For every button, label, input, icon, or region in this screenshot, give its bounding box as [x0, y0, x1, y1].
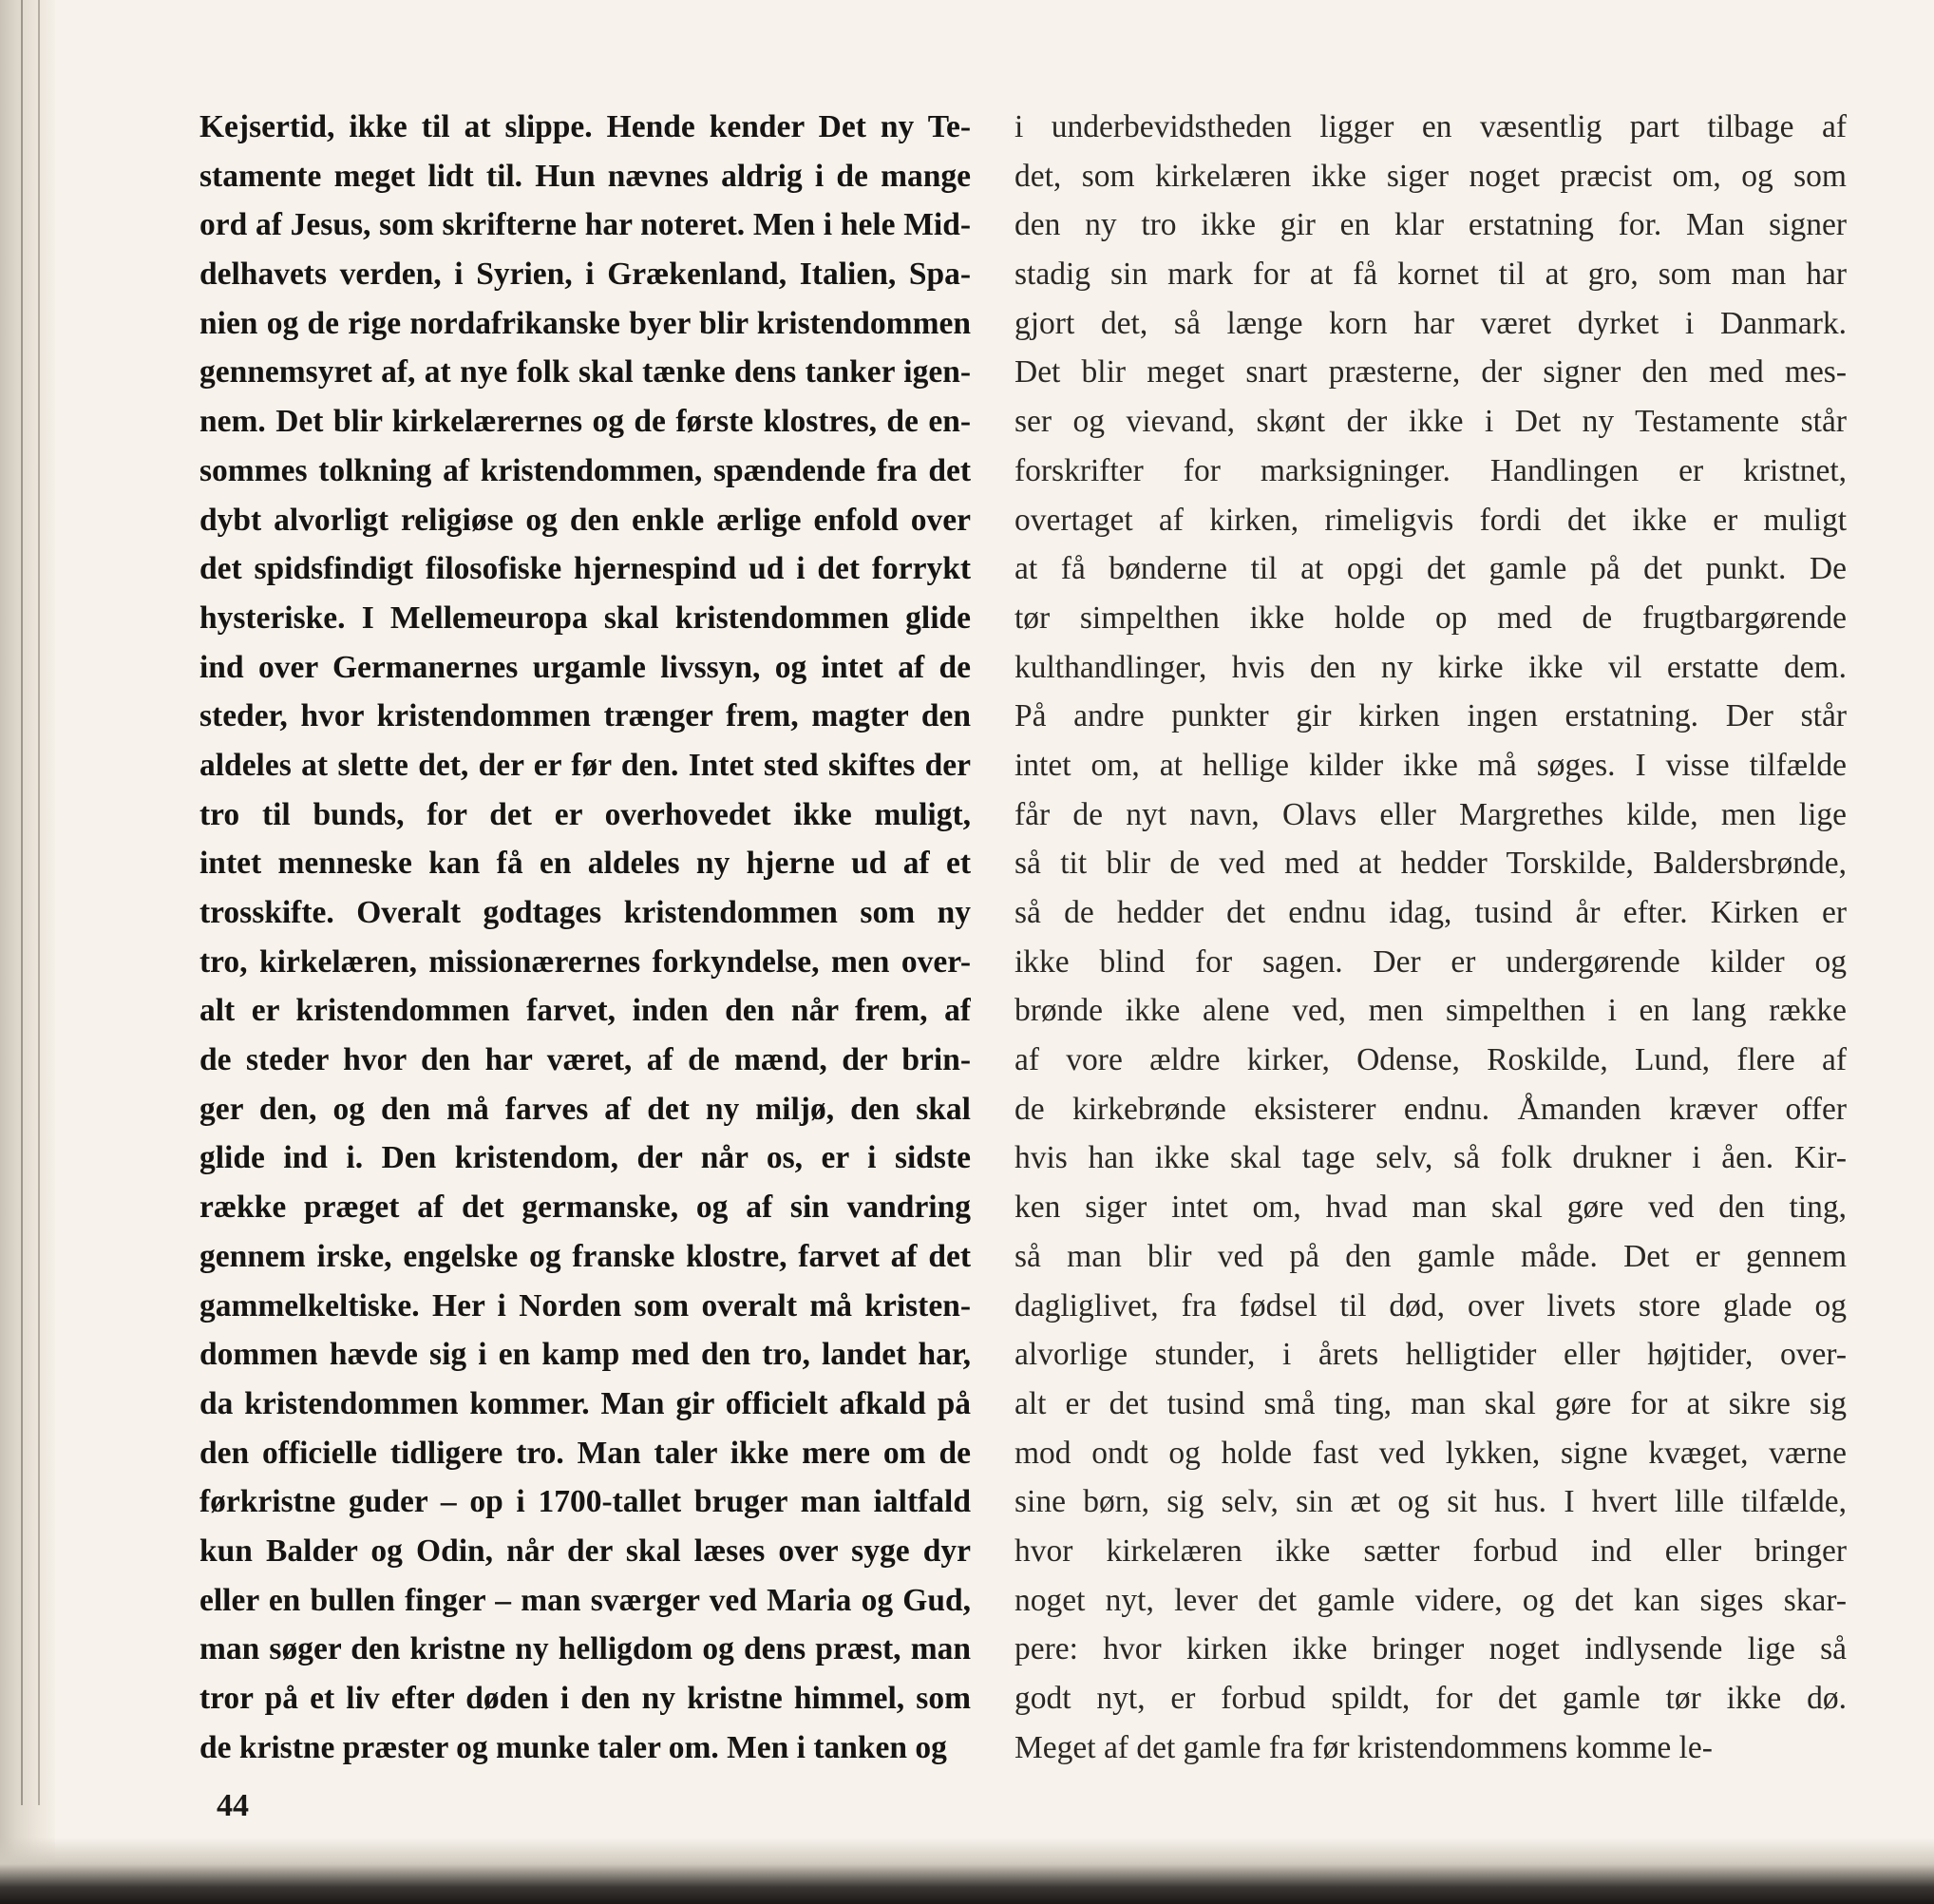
text-line: nem. Det blir kirkelærernes og de første klostres, de en- — [199, 404, 971, 440]
text-line: ger den, og den må farves af det ny miljø, den skal — [199, 1091, 971, 1127]
text-line: tør simpelthen ikke holde op med de frugtbargørende — [1014, 600, 1847, 636]
text-line: tror på et liv efter døden i den ny kristne himmel, som — [199, 1681, 971, 1716]
text-line: sine børn, sig selv, sin æt og sit hus. I hvert lille tilfælde, — [1014, 1484, 1847, 1520]
left-text-column — [199, 103, 971, 1772]
text-line: alt er det tusind små ting, man skal gøre for at sikre sig — [1014, 1385, 1847, 1421]
text-line: den ny tro ikke gir en klar erstatning for. Man signer — [1014, 207, 1847, 243]
text-line: gammelkeltiske. Her i Norden som overalt må kristen- — [199, 1287, 971, 1323]
text-line: dybt alvorligt religiøse og den enkle ærlige enfold over — [199, 502, 971, 538]
text-line: brønde ikke alene ved, men simpelthen i en lang række — [1014, 993, 1847, 1029]
text-line: noget nyt, lever det gamle videre, og det kan siges skar- — [1014, 1582, 1847, 1618]
text-line: så man blir ved på den gamle måde. Det er gennem — [1014, 1238, 1847, 1274]
text-line: hvis han ikke skal tage selv, så folk drukner i åen. Kir- — [1014, 1140, 1847, 1176]
text-line: at få bønderne til at opgi det gamle på det punkt. De — [1014, 551, 1847, 587]
text-line: dagliglivet, fra fødsel til død, over livets store glade og — [1014, 1287, 1847, 1323]
text-line: steder, hvor kristendommen trænger frem, magter den — [199, 698, 971, 734]
text-line: de kirkebrønde eksisterer endnu. Åmanden kræver offer — [1014, 1091, 1847, 1127]
text-line: trosskifte. Overalt godtages kristendommen som ny — [199, 895, 971, 930]
text-line: nien og de rige nordafrikanske byer blir kristendommen — [199, 305, 971, 341]
text-line: gjort det, så længe korn har været dyrket i Danmark. — [1014, 305, 1847, 341]
text-line: da kristendommen kommer. Man gir officielt afkald på — [199, 1385, 971, 1421]
text-line: det spidsfindigt filosofiske hjernespind ud i det forrykt — [199, 551, 971, 587]
text-line: får de nyt navn, Olavs eller Margrethes kilde, men lige — [1014, 796, 1847, 832]
text-line: række præget af det germanske, og af sin vandring — [199, 1190, 971, 1226]
text-line: sommes tolkning af kristendommen, spændende fra det — [199, 452, 971, 488]
text-line: mod ondt og holde fast ved lykken, signe kvæget, værne — [1014, 1435, 1847, 1471]
text-line: intet menneske kan få en aldeles ny hjerne ud af et — [199, 846, 971, 882]
spine-edge-line — [38, 0, 40, 1805]
text-line: tro, kirkelæren, missionærernes forkyndelse, men over- — [199, 943, 971, 980]
right-text-column — [1014, 103, 1847, 1772]
page-number: 44 — [217, 1788, 249, 1823]
text-line: alt er kristendommen farvet, inden den når frem, af — [199, 993, 971, 1029]
text-line: glide ind i. Den kristendom, der når os, er i sidste — [199, 1140, 971, 1176]
text-line: Meget af det gamle fra før kristendommens komme le- — [1014, 1729, 1713, 1765]
text-line: På andre punkter gir kirken ingen erstatning. Der står — [1014, 698, 1847, 734]
text-line: hvor kirkelæren ikke sætter forbud ind eller bringer — [1014, 1533, 1847, 1569]
text-line: delhavets verden, i Syrien, i Grækenland, Italien, Spa- — [199, 257, 971, 293]
text-line: ind over Germanernes urgamle livssyn, og intet af de — [199, 649, 971, 685]
text-line: ikke blind for sagen. Der er undergørende kilder og — [1014, 943, 1847, 980]
book-spine-gutter — [0, 0, 55, 1904]
text-line: man søger den kristne ny helligdom og dens præst, man — [199, 1631, 971, 1667]
text-line: Det blir meget snart præsterne, der signer den med mes- — [1014, 354, 1847, 390]
spine-edge-line — [21, 0, 23, 1805]
text-line: de kristne præster og munke taler om. Men i tanken og — [199, 1729, 947, 1765]
text-line: hysteriske. I Mellemeuropa skal kristendommen glide — [199, 600, 971, 636]
text-line: ken siger intet om, hvad man skal gøre ved den ting, — [1014, 1190, 1847, 1226]
text-line: pere: hvor kirken ikke bringer noget indlysende lige så — [1014, 1631, 1847, 1667]
text-line: eller en bullen finger – man sværger ved Maria og Gud, — [199, 1582, 971, 1618]
text-line: alvorlige stunder, i årets helligtider eller højtider, over- — [1014, 1337, 1847, 1373]
text-line: så de hedder det endnu idag, tusind år efter. Kirken er — [1014, 895, 1847, 930]
text-line: aldeles at slette det, der er før den. Intet sted skiftes der — [199, 747, 971, 783]
text-line: så tit blir de ved med at hedder Torskilde, Baldersbrønde, — [1014, 846, 1847, 882]
text-line: det, som kirkelæren ikke siger noget præcist om, og som — [1014, 158, 1847, 194]
text-line: førkristne guder – op i 1700-tallet bruger man ialtfald — [199, 1484, 971, 1520]
text-line: den officielle tidligere tro. Man taler ikke mere om de — [199, 1435, 971, 1471]
text-line: kulthandlinger, hvis den ny kirke ikke vil erstatte dem. — [1014, 649, 1847, 685]
text-line: ord af Jesus, som skrifterne har noteret. Men i hele Mid- — [199, 207, 971, 243]
text-line: gennemsyret af, at nye folk skal tænke dens tanker igen- — [199, 354, 971, 390]
text-line: tro til bunds, for det er overhovedet ikke muligt, — [199, 796, 971, 832]
text-line: i underbevidstheden ligger en væsentlig part tilbage af — [1014, 109, 1847, 144]
text-line: af vore ældre kirker, Odense, Roskilde, Lund, flere af — [1014, 1042, 1847, 1078]
text-line: intet om, at hellige kilder ikke må søges. I visse tilfælde — [1014, 747, 1847, 783]
text-line: stamente meget lidt til. Hun nævnes aldrig i de mange — [199, 158, 971, 194]
text-line: forskrifter for marksigninger. Handlingen er kristnet, — [1014, 452, 1847, 488]
text-line: de steder hvor den har været, af de mænd, der brin- — [199, 1042, 971, 1078]
text-line: gennem irske, engelske og franske klostre, farvet af det — [199, 1238, 971, 1274]
text-line: dommen hævde sig i en kamp med den tro, landet har, — [199, 1337, 971, 1373]
text-line: overtaget af kirken, rimeligvis fordi det ikke er muligt — [1014, 502, 1847, 538]
text-line: ser og vievand, skønt der ikke i Det ny Testamente står — [1014, 404, 1847, 440]
text-line: godt nyt, er forbud spildt, for det gamle tør ikke dø. — [1014, 1681, 1847, 1716]
page-bottom-shadow — [0, 1837, 1934, 1904]
text-line: stadig sin mark for at få kornet til at gro, som man har — [1014, 257, 1847, 293]
text-line: kun Balder og Odin, når der skal læses over syge dyr — [199, 1533, 971, 1569]
text-line: Kejsertid, ikke til at slippe. Hende kender Det ny Te- — [199, 109, 971, 144]
